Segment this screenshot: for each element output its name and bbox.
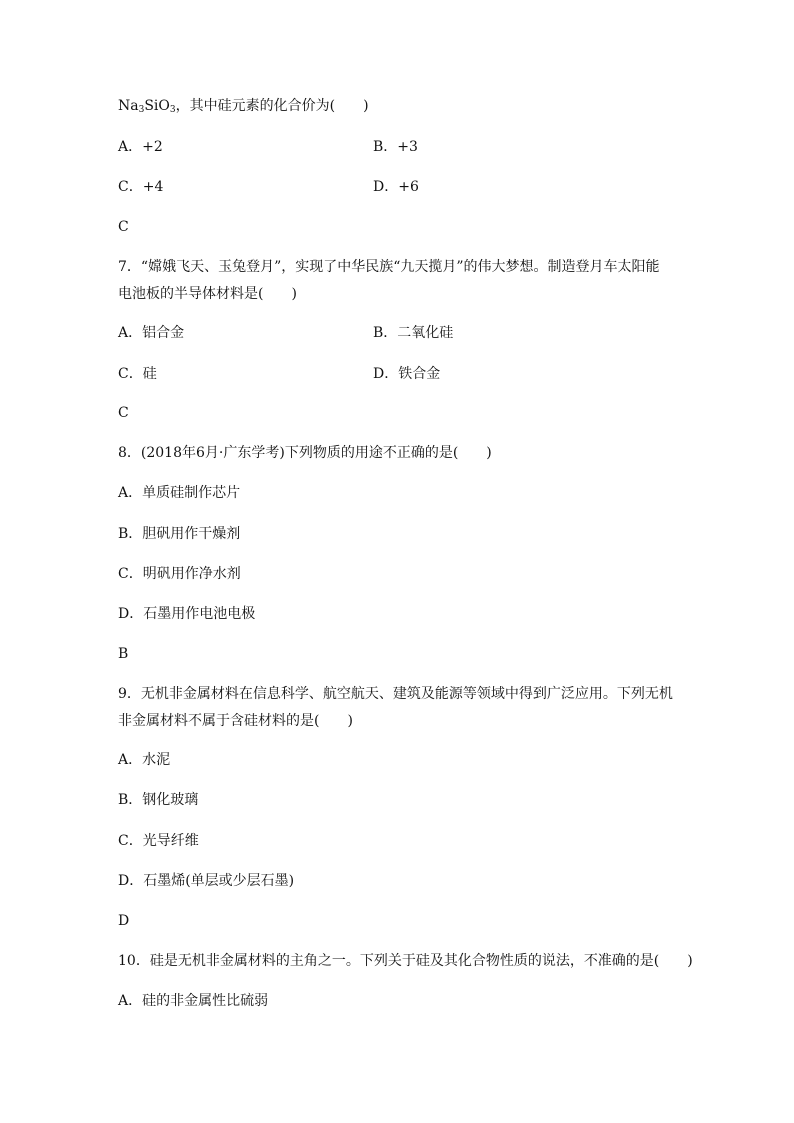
q8-answer: B [118,646,129,662]
question-9-line-1: 9．无机非金属材料在信息科学、航空航天、建筑及能源等领域中得到广泛应用。下列无机 [118,686,673,702]
q9-option-d: D．石墨烯(单层或少层石墨) [118,873,295,889]
formula-subscript: 3 [138,105,145,115]
q10-option-a: A．硅的非金属性比硫弱 [118,993,269,1009]
q6-answer: C [118,219,129,235]
q6-option-d: D．+6 [373,179,419,195]
q7-option-c: C．硅 [118,366,157,382]
formula-sio: SiO [144,98,170,114]
q8-option-a: A．单质硅制作芯片 [118,485,241,501]
q7-option-d: D．铁合金 [373,366,441,382]
question-9-line-2: 非金属材料不属于含硅材料的是( ) [118,713,353,729]
q7-option-b: B．二氧化硅 [373,325,454,341]
q9-option-c: C．光导纤维 [118,833,199,849]
q6-option-a: A．+2 [118,139,163,155]
q8-option-c: C．明矾用作净水剂 [118,566,241,582]
q8-option-b: B．胆矾用作干燥剂 [118,526,241,542]
q9-answer: D [118,913,130,929]
q7-answer: C [118,405,129,421]
q9-option-a: A．水泥 [118,752,171,768]
q6-option-b: B．+3 [373,139,418,155]
q8-option-d: D．石墨用作电池电极 [118,606,256,622]
formula-subscript: 3 [169,105,176,115]
formula-na: Na [118,98,139,114]
q6-option-c: C．+4 [118,179,164,195]
question-10-stem: 10．硅是无机非金属材料的主角之一。下列关于硅及其化合物性质的说法，不准确的是( ) [118,953,693,969]
q7-option-a: A．铝合金 [118,325,185,341]
question-7-line-1: 7．“嫦娥飞天、玉兔登月”，实现了中华民族“九天揽月”的伟大梦想。制造登月车太阳能 [118,259,660,275]
question-8-stem: 8．(2018年6月·广东学考)下列物质的用途不正确的是( ) [118,445,492,461]
question-6-stem [118,96,369,116]
question-6-text: ，其中硅元素的化合价为( ) [175,98,369,114]
question-7-line-2: 电池板的半导体材料是( ) [118,286,297,302]
q9-option-b: B．钢化玻璃 [118,792,199,808]
